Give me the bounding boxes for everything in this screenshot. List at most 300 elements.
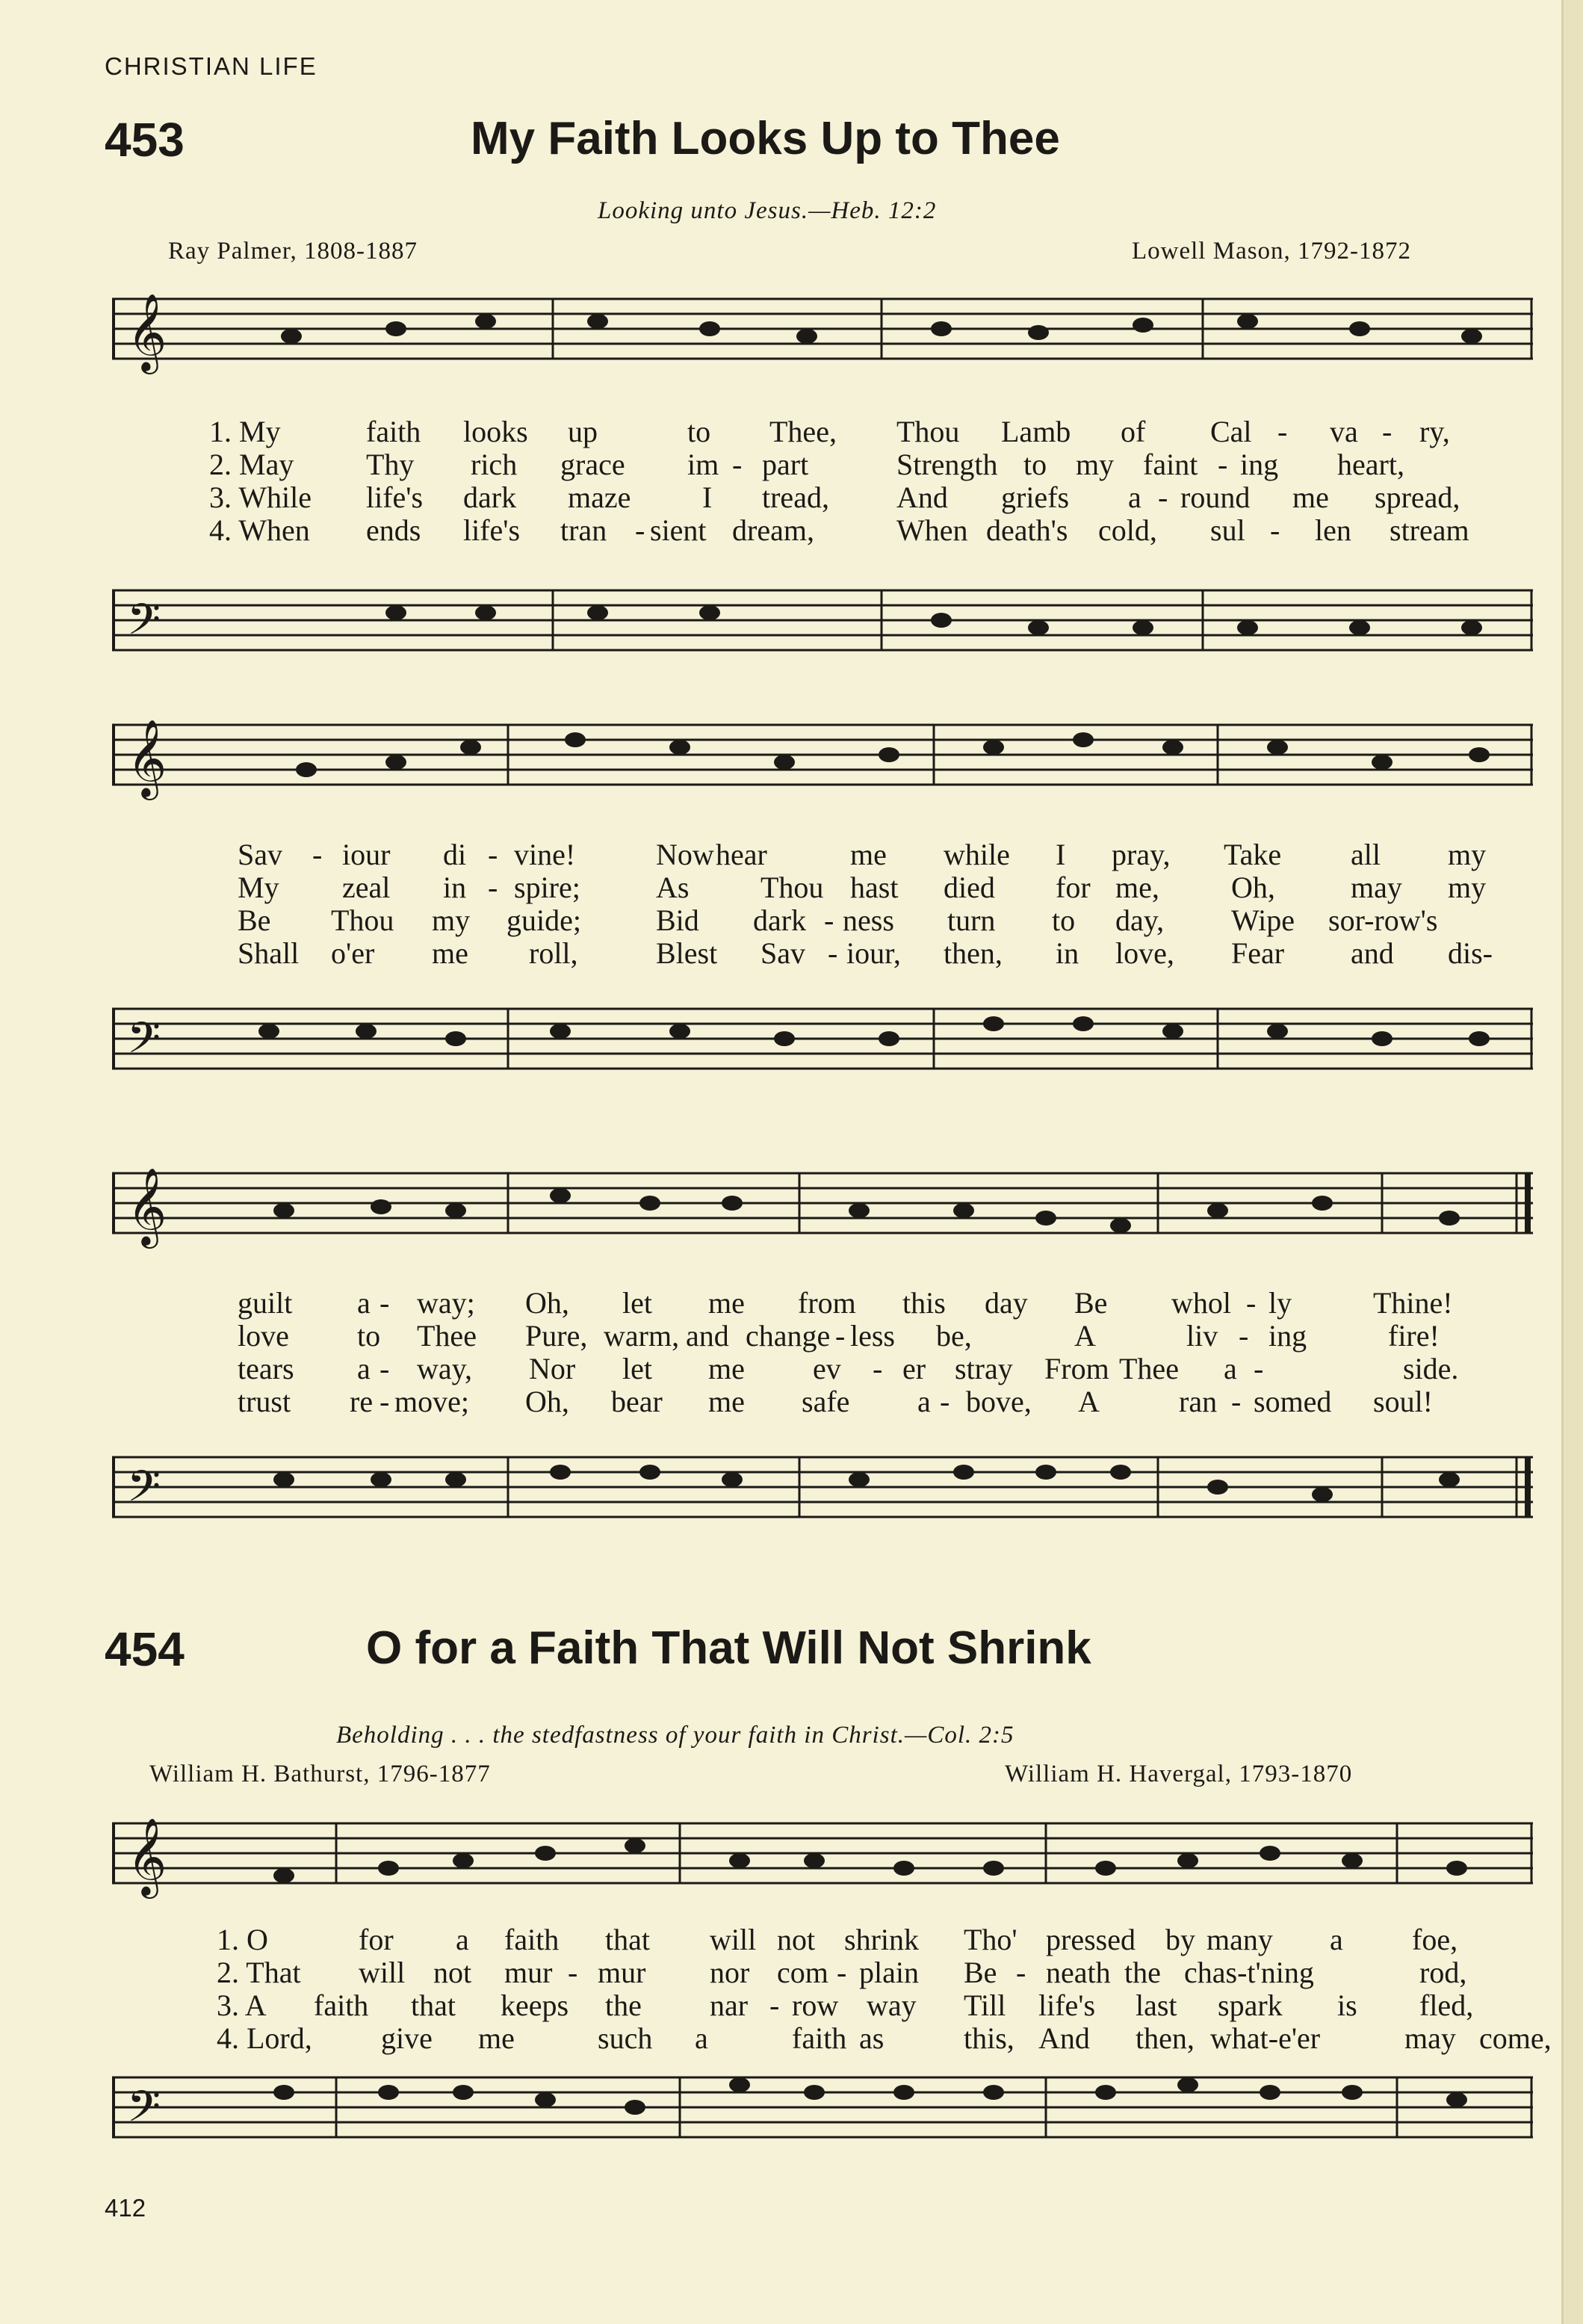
bass-clef-icon: 𝄢 [127,1461,161,1522]
note-head [625,2100,645,2115]
lyric-syllable: tran [560,513,607,547]
note-head [1133,318,1153,333]
treble-clef-icon: 𝄞 [127,719,167,797]
lyric-syllable: way [867,1988,917,2022]
lyric-syllable: com [777,1956,828,1989]
note-head [535,2092,556,2107]
treble-staff-453-1 [112,291,1533,389]
bass-staff-453-1 [112,568,1533,695]
note-head [1446,1861,1467,1876]
note-head [983,740,1004,755]
note-head [296,762,317,777]
lyric-syllable: may [1351,871,1402,904]
lyric-syllable: day [985,1286,1028,1320]
note-head [639,1196,660,1211]
lyric-syllable: rod, [1419,1956,1467,1989]
lyric-syllable: side. [1403,1352,1459,1385]
lyric-syllable: - [837,1956,847,1989]
lyric-syllable: dark [753,903,807,937]
lyric-syllable: - [835,1319,846,1353]
lyric-syllable: Fear [1231,936,1285,970]
lyric-syllable: sient [650,513,707,547]
lyric-syllable: a [1330,1923,1343,1956]
lyric-syllable: - [635,513,645,547]
lyric-syllable: Be [964,1956,997,1989]
lyric-syllable: a [456,1923,469,1956]
lyric-syllable: Till [964,1988,1006,2022]
lyric-syllable: 4. When [209,513,310,547]
lyric-syllable: this [902,1286,946,1320]
staff-lines-svg [112,291,1533,389]
lyric-syllable: me, [1115,871,1159,904]
treble-clef-icon: 𝄞 [127,1817,167,1896]
note-head [729,2077,750,2092]
lyric-syllable: Nor [529,1352,576,1385]
note-head [273,2085,294,2100]
lyric-syllable: 4. Lord, [217,2021,312,2055]
note-head [1267,1024,1288,1039]
lyric-syllable: me [850,838,887,871]
lyric-syllable: Oh, [525,1286,569,1320]
note-head [281,329,302,344]
lyric-syllable: Be [238,903,271,937]
lyric-syllable: shrink [844,1923,919,1956]
note-head [849,1203,870,1218]
lyric-syllable: me [708,1352,745,1385]
lyric-syllable: give [381,2021,433,2055]
lyric-syllable: nar [710,1988,749,2022]
lyric-syllable: day, [1115,903,1165,937]
treble-clef-icon: 𝄞 [127,293,167,371]
lyric-syllable: - [568,1956,578,1989]
lyric-syllable: in [1056,936,1079,970]
lyric-syllable: mur [504,1956,553,1989]
lyric-syllable: fled, [1419,1988,1474,2022]
composer-454: William H. Havergal, 1793-1870 [1005,1761,1353,1787]
lyric-syllable: sul [1210,513,1245,547]
note-head [774,755,795,770]
lyric-syllable: life's [463,513,521,547]
lyric-syllable: len [1315,513,1351,547]
lyric-syllable: life's [366,480,424,514]
lyric-syllable: Take [1224,838,1282,871]
lyric-syllable: ev [813,1352,841,1385]
lyric-syllable: and [1351,936,1394,970]
note-head [1372,1031,1393,1046]
lyric-syllable: row [792,1988,839,2022]
lyric-syllable: hear [716,838,767,871]
note-head [587,605,608,620]
lyric-syllable: A [1078,1385,1100,1418]
note-head [445,1031,466,1046]
section-label: CHRISTIAN LIFE [105,52,317,80]
note-head [453,1853,474,1868]
note-head [1207,1480,1228,1495]
lyric-syllable: - [1158,480,1168,514]
lyric-syllable: ing [1268,1319,1307,1353]
lyric-syllable: my [432,903,471,937]
lyric-syllable: Sav [238,838,282,871]
page-number: 412 [105,2194,146,2222]
lyric-syllable: o'er [331,936,375,970]
lyric-syllable: - [873,1352,883,1385]
note-head [445,1472,466,1487]
lyric-syllable: let [622,1352,652,1385]
lyric-syllable: va [1330,415,1358,448]
lyric-syllable: ing [1240,448,1279,481]
note-head [1110,1465,1131,1480]
lyric-syllable: ly [1268,1286,1292,1320]
note-head [535,1846,556,1861]
lyric-syllable: Bid [656,903,699,937]
lyric-syllable: what-e'er [1210,2021,1321,2055]
lyric-syllable: Pure, [525,1319,588,1353]
note-head [273,1472,294,1487]
note-head [796,329,817,344]
page-edge [1561,0,1583,2324]
note-head [849,1472,870,1487]
lyric-syllable: - [1382,415,1393,448]
lyric-syllable: as [859,2021,885,2055]
note-head [475,605,496,620]
lyric-syllable: My [238,871,279,904]
lyric-syllable: 1. O [217,1923,268,1956]
lyric-syllable: 3. A [217,1988,267,2022]
lyric-syllable: all [1351,838,1381,871]
lyric-syllable: 1. My [209,415,281,448]
lyric-syllable: to [1052,903,1076,937]
lyric-syllable: iour [342,838,391,871]
lyric-syllable: this, [964,2021,1014,2055]
lyric-syllable: trust [238,1385,291,1418]
lyric-syllable: And [1038,2021,1090,2055]
lyric-syllable: Wipe [1231,903,1295,937]
lyric-syllable: looks [463,415,528,448]
note-head [669,740,690,755]
lyric-syllable: come, [1479,2021,1552,2055]
note-head [1207,1203,1228,1218]
lyric-syllable: life's [1038,1988,1096,2022]
lyric-syllable: im [687,448,719,481]
lyric-syllable: - [380,1352,390,1385]
lyric-syllable: faith [314,1988,369,2022]
lyric-syllable: - [488,838,498,871]
lyricist-453: Ray Palmer, 1808-1887 [168,238,418,265]
note-head [378,1861,399,1876]
lyric-syllable: for [359,1923,394,1956]
lyric-syllable: maze [568,480,631,514]
lyric-syllable: round [1180,480,1251,514]
lyric-syllable: sor-row's [1328,903,1438,937]
lyric-syllable: stream [1390,513,1469,547]
lyric-syllable: that [605,1923,650,1956]
lyric-syllable: faith [792,2021,847,2055]
lyric-syllable: hast [850,871,899,904]
note-head [565,732,586,747]
lyric-syllable: A [1074,1319,1096,1353]
note-head [385,755,406,770]
lyric-syllable: - [1016,1956,1026,1989]
bass-staff-453-2 [112,986,1533,1113]
lyric-syllable: Lamb [1001,415,1071,448]
note-head [774,1031,795,1046]
bass-staff-453-3 [112,1435,1533,1562]
lyric-syllable: ran [1179,1385,1218,1418]
note-head [1095,2085,1116,2100]
lyric-syllable: bear [611,1385,663,1418]
lyric-syllable: change [746,1319,831,1353]
lyric-syllable: warm, [604,1319,680,1353]
lyric-syllable: iour, [846,936,901,970]
lyric-syllable: roll, [529,936,578,970]
lyric-syllable: Thee [417,1319,477,1353]
lyric-syllable: cold, [1098,513,1157,547]
lyric-syllable: guide; [507,903,581,937]
lyric-syllable: chas-t'ning [1184,1956,1314,1989]
note-head [804,2085,825,2100]
bass-clef-icon: 𝄢 [127,1013,161,1074]
note-head [1312,1487,1333,1502]
note-head [1469,1031,1490,1046]
note-head [1073,732,1094,747]
lyric-syllable: zeal [342,871,391,904]
lyric-syllable: pray, [1112,838,1171,871]
lyric-syllable: Thy [366,448,415,481]
note-head [587,314,608,329]
lyric-syllable: in [443,871,467,904]
lyric-syllable: bove, [966,1385,1032,1418]
lyric-syllable: by [1165,1923,1195,1956]
lyric-syllable: fire! [1388,1319,1440,1353]
lyric-syllable: pressed [1046,1923,1136,1956]
lyric-syllable: Thou [896,415,960,448]
scripture-453: Looking unto Jesus.—Heb. 12:2 [598,197,937,224]
lyric-syllable: turn [947,903,996,937]
lyric-syllable: may [1404,2021,1456,2055]
lyric-syllable: Cal [1210,415,1252,448]
note-head [1446,2092,1467,2107]
lyric-syllable: not [777,1923,816,1956]
lyric-syllable: be, [936,1319,972,1353]
note-head [1028,325,1049,340]
lyric-syllable: me [708,1385,745,1418]
lyric-syllable: the [605,1988,642,2022]
lyric-syllable: to [1023,448,1047,481]
lyric-syllable: move; [394,1385,469,1418]
lyric-syllable: guilt [238,1286,293,1320]
lyric-syllable: a [917,1385,931,1418]
lyric-syllable: death's [986,513,1068,547]
lyric-syllable: and [686,1319,729,1353]
lyric-syllable: dis- [1448,936,1493,970]
lyric-syllable: ry, [1419,415,1450,448]
scripture-454: Beholding . . . the stedfastness of your faith in Christ.—Col. 2:5 [336,1722,1014,1749]
lyric-syllable: Now [656,838,714,871]
lyric-syllable: from [798,1286,856,1320]
lyric-syllable: whol [1171,1286,1231,1320]
lyric-syllable: will [710,1923,757,1956]
note-head [550,1188,571,1203]
lyric-syllable: died [944,871,995,904]
lyric-syllable: spread, [1375,480,1460,514]
lyric-syllable: not [433,1956,472,1989]
note-head [1028,620,1049,635]
note-head [1349,321,1370,336]
lyric-syllable: - [1239,1319,1249,1353]
lyric-syllable: - [1231,1385,1242,1418]
lyric-syllable: for [1056,871,1091,904]
lyric-syllable: such [598,2021,653,2055]
note-head [550,1024,571,1039]
lyric-syllable: Sav [760,936,805,970]
lyric-syllable: 3. While [209,480,312,514]
lyric-syllable: stray [955,1352,1013,1385]
lyric-syllable: mur [598,1956,646,1989]
lyric-syllable: my [1076,448,1115,481]
note-head [385,321,406,336]
lyric-syllable: - [940,1385,950,1418]
lyric-syllable: while [944,838,1010,871]
lyric-syllable: From [1044,1352,1109,1385]
lyric-syllable: vine! [514,838,576,871]
lyricist-454: William H. Bathurst, 1796-1877 [149,1761,491,1787]
note-head [385,605,406,620]
lyric-syllable: plain [859,1956,919,1989]
note-head [475,314,496,329]
note-head [1095,1861,1116,1876]
lyric-syllable: griefs [1001,480,1070,514]
lyric-syllable: Thou [331,903,394,937]
note-head [669,1024,690,1039]
hymn-title-453: My Faith Looks Up to Thee [471,113,1060,164]
note-head [1267,740,1288,755]
lyric-syllable: Thee, [769,415,837,448]
note-head [1035,1465,1056,1480]
lyric-syllable: grace [560,448,625,481]
hymn-number-454: 454 [105,1622,185,1676]
lyric-syllable: er [902,1352,926,1385]
note-head [722,1196,743,1211]
note-head [1372,755,1393,770]
lyric-syllable: Thee [1119,1352,1179,1385]
lyric-syllable: love, [1115,936,1174,970]
lyric-syllable: the [1124,1956,1161,1989]
lyric-syllable: Be [1074,1286,1108,1320]
note-head [258,1024,279,1039]
note-head [1349,620,1370,635]
note-head [371,1199,391,1214]
lyric-syllable: somed [1254,1385,1332,1418]
treble-clef-icon: 𝄞 [127,1167,167,1246]
lyric-syllable: soul! [1373,1385,1433,1418]
lyric-syllable: that [411,1988,456,2022]
note-head [804,1853,825,1868]
lyric-syllable: Thou [760,871,824,904]
note-head [1073,1016,1094,1031]
note-head [1461,620,1482,635]
lyric-syllable: dream, [732,513,814,547]
lyric-syllable: re [350,1385,374,1418]
lyric-syllable: part [762,448,809,481]
bass-clef-icon: 𝄢 [127,594,161,655]
hymn-number-453: 453 [105,113,185,167]
note-head [273,1203,294,1218]
lyric-syllable: spire; [514,871,580,904]
lyric-syllable: nor [710,1956,750,1989]
bass-staff-454-1 [112,2055,1533,2182]
composer-453: Lowell Mason, 1792-1872 [1132,238,1412,265]
lyric-syllable: I [702,480,713,514]
note-head [639,1465,660,1480]
note-head [699,321,720,336]
lyric-syllable: last [1136,1988,1177,2022]
lyric-syllable: a [357,1286,371,1320]
lyric-syllable: way, [417,1352,473,1385]
lyric-syllable: - [1254,1352,1264,1385]
lyric-syllable: dark [463,480,517,514]
note-head [1110,1218,1131,1233]
lyric-syllable: tread, [762,480,829,514]
note-head [1162,740,1183,755]
hymn-title-454: O for a Faith That Will Not Shrink [366,1622,1091,1674]
note-head [1342,2085,1363,2100]
lyric-syllable: me [1292,480,1329,514]
lyric-syllable: Oh, [1231,871,1275,904]
lyric-syllable: Tho' [964,1923,1017,1956]
note-head [1237,620,1258,635]
treble-staff-454-1 [112,1816,1533,1913]
treble-staff-453-3 [112,1166,1533,1263]
lyric-syllable: me [708,1286,745,1320]
note-head [371,1472,391,1487]
lyric-syllable: rich [471,448,518,481]
lyric-syllable: Shall [238,936,300,970]
note-head [378,2085,399,2100]
lyric-syllable: of [1121,415,1146,448]
note-head [983,1861,1004,1876]
lyric-syllable: ends [366,513,421,547]
lyric-syllable: 2. That [217,1956,301,1989]
lyric-syllable: is [1337,1988,1357,2022]
note-head [699,605,720,620]
lyric-syllable: neath [1046,1956,1111,1989]
lyric-syllable: my [1448,871,1487,904]
treble-staff-453-2 [112,717,1533,815]
lyric-syllable: up [568,415,598,448]
note-head [1439,1472,1460,1487]
lyric-syllable: - [828,936,838,970]
note-head [1177,1853,1198,1868]
lyric-syllable: - [1277,415,1288,448]
lyric-syllable: me [478,2021,515,2055]
lyric-syllable: - [769,1988,780,2022]
note-head [879,1031,899,1046]
lyric-syllable: - [380,1385,390,1418]
note-head [1177,2077,1198,2092]
lyric-syllable: faint [1143,448,1198,481]
note-head [879,747,899,762]
note-head [1133,620,1153,635]
note-head [1035,1211,1056,1226]
note-head [453,2085,474,2100]
note-head [1461,329,1482,344]
lyric-syllable: safe [802,1385,850,1418]
lyric-syllable: liv [1186,1319,1218,1353]
lyric-syllable: - [312,838,323,871]
note-head [931,321,952,336]
note-head [1312,1196,1333,1211]
lyric-syllable: keeps [501,1988,569,2022]
